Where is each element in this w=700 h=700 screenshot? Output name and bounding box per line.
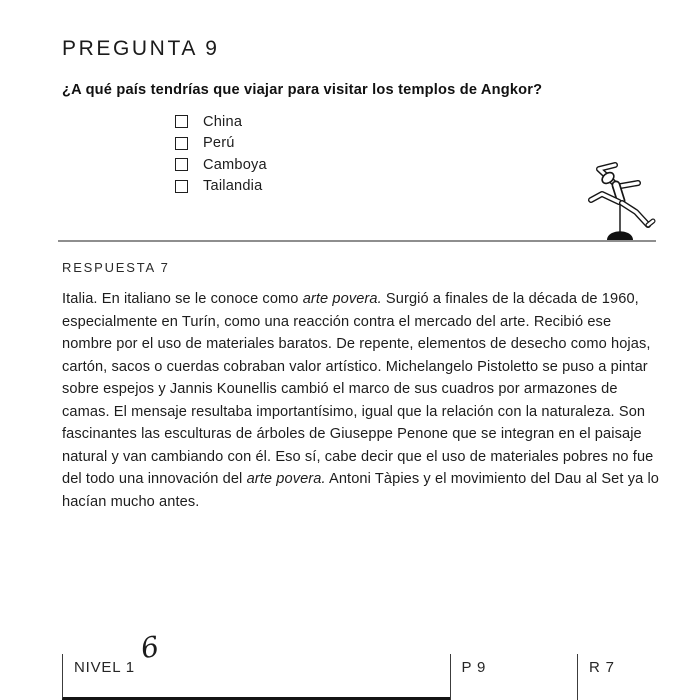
page-footer: [0, 654, 700, 700]
footer-level-cell: [62, 654, 450, 700]
page-title: PREGUNTA 9: [62, 37, 220, 60]
option-row[interactable]: [175, 133, 267, 155]
footer-page-cell: [450, 654, 578, 700]
answer-text-line: del todo una innovación del arte povera. Antoni Tàpies y el movimiento del Dau al Set ya lo: [62, 471, 660, 487]
footer-answer-cell: [577, 654, 700, 700]
level-label: NIVEL 1: [74, 659, 135, 676]
options-list: [175, 111, 267, 197]
page-number-label: P 9: [461, 659, 487, 676]
answer-text-line: hacían mucho antes.: [62, 493, 200, 510]
option-checkbox[interactable]: [175, 180, 188, 193]
answer-text-line: especialmente en Turín, como una reacción contra el mercado del arte. Recibió ese: [62, 313, 612, 330]
answer-text-line: camas. El mensaje resultaba importantísimo, igual que la relación con la naturaleza. Son: [62, 403, 646, 420]
answer-text-line: nombre por el uso de materiales baratos. De repente, elementos de desecho como hojas,: [62, 336, 651, 352]
option-row[interactable]: [175, 176, 267, 198]
option-row[interactable]: [175, 154, 267, 176]
question-text: ¿A qué país tendrías que viajar para visitar los templos de Angkor?: [62, 82, 543, 98]
handwritten-score-note: 6: [138, 629, 162, 666]
section-divider-line: [58, 240, 656, 242]
answer-text-line: Italia. En italiano se le conoce como arte povera. Surgió a finales de la década de 1960,: [62, 291, 639, 307]
option-row[interactable]: [175, 111, 267, 133]
option-checkbox[interactable]: [175, 158, 188, 171]
answer-text-line: cartón, sacos o cuerdas cobraban valor artístico. Michelangelo Pistoletto se puso a pintar: [62, 358, 648, 375]
option-checkbox[interactable]: [175, 115, 188, 128]
answer-heading: RESPUESTA 7: [62, 260, 170, 275]
runner-figurine-illustration: [584, 158, 658, 242]
option-checkbox[interactable]: [175, 137, 188, 150]
answer-text-line: natural y van cambiando con él. Eso sí, cabe decir que el uso de materiales pobres no fue: [62, 448, 654, 465]
option-label: Tailandia: [203, 178, 263, 195]
option-label: Camboya: [203, 156, 267, 173]
answer-paragraph: [62, 288, 662, 513]
option-label: China: [203, 113, 243, 130]
option-label: Perú: [203, 135, 235, 152]
answer-number-label: R 7: [589, 659, 615, 676]
answer-text-line: sobre espejos y Jannis Kounellis cambió el marco de sus cuadros por armazones de: [62, 381, 618, 397]
answer-text-line: fascinantes las esculturas de árboles de Giuseppe Penone que se integran en el paisaje: [62, 426, 642, 442]
